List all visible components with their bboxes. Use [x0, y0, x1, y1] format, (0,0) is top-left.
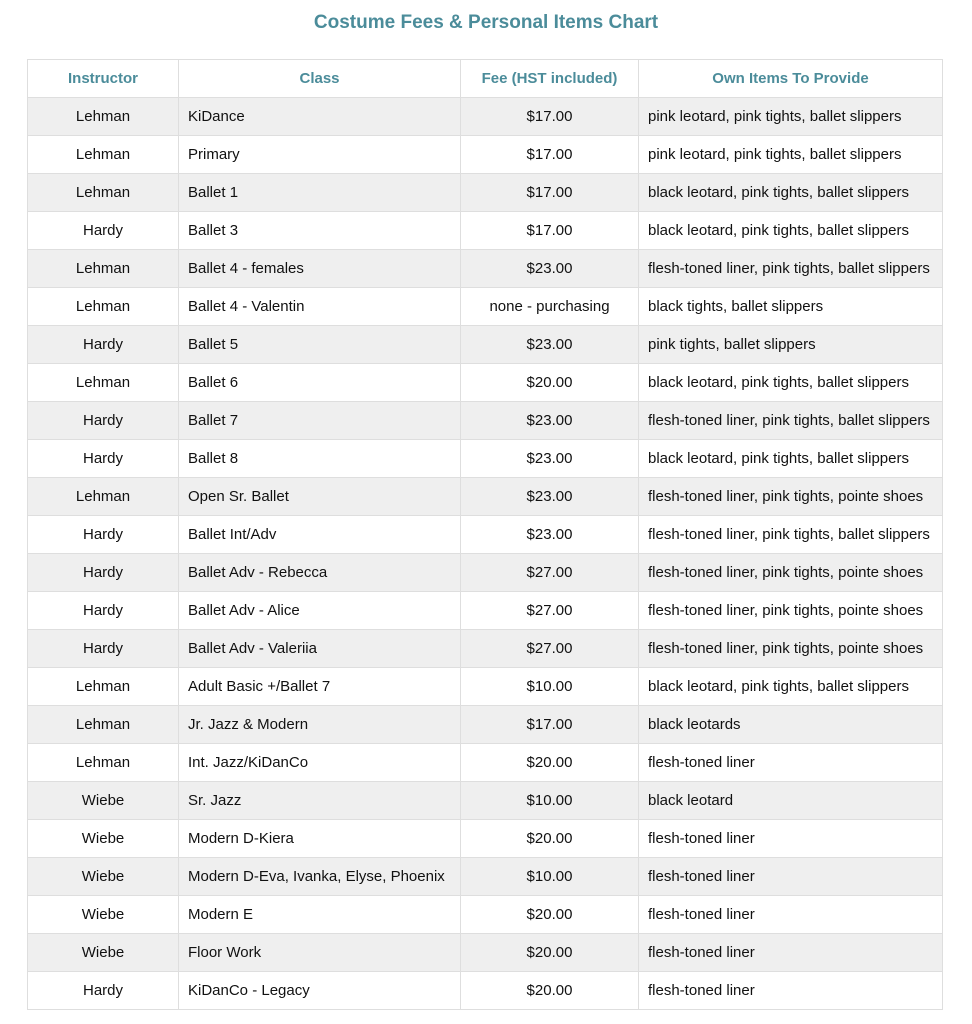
cell-items: pink leotard, pink tights, ballet slippers	[639, 136, 943, 174]
cell-items: flesh-toned liner	[639, 896, 943, 934]
cell-fee: $20.00	[461, 744, 639, 782]
cell-items: flesh-toned liner, pink tights, ballet slippers	[639, 516, 943, 554]
table-row	[28, 782, 943, 820]
cell-items: black leotard, pink tights, ballet slippers	[639, 668, 943, 706]
cell-fee: $23.00	[461, 250, 639, 288]
header-items: Own Items To Provide	[639, 60, 943, 98]
cell-items: flesh-toned liner, pink tights, pointe shoes	[639, 630, 943, 668]
cell-class: Modern E	[179, 896, 461, 934]
cell-items: flesh-toned liner, pink tights, ballet slippers	[639, 250, 943, 288]
cell-instructor: Wiebe	[28, 820, 179, 858]
cell-class: Open Sr. Ballet	[179, 478, 461, 516]
cell-fee: $17.00	[461, 212, 639, 250]
costume-fees-table	[27, 59, 943, 1010]
cell-instructor: Hardy	[28, 326, 179, 364]
table-row	[28, 250, 943, 288]
cell-instructor: Lehman	[28, 478, 179, 516]
header-class: Class	[179, 60, 461, 98]
cell-instructor: Wiebe	[28, 934, 179, 972]
cell-instructor: Hardy	[28, 630, 179, 668]
cell-fee: $23.00	[461, 440, 639, 478]
cell-items: flesh-toned liner	[639, 820, 943, 858]
cell-class: Jr. Jazz & Modern	[179, 706, 461, 744]
table-row	[28, 326, 943, 364]
cell-items: black leotard, pink tights, ballet slippers	[639, 174, 943, 212]
cell-fee: $23.00	[461, 478, 639, 516]
table-row	[28, 212, 943, 250]
table-header	[28, 60, 943, 98]
cell-class: Modern D-Kiera	[179, 820, 461, 858]
cell-instructor: Lehman	[28, 364, 179, 402]
cell-class: Ballet 7	[179, 402, 461, 440]
table-row	[28, 174, 943, 212]
cell-instructor: Hardy	[28, 516, 179, 554]
cell-instructor: Lehman	[28, 136, 179, 174]
cell-class: KiDance	[179, 98, 461, 136]
cell-fee: $17.00	[461, 706, 639, 744]
table-row	[28, 402, 943, 440]
cell-class: Modern D-Eva, Ivanka, Elyse, Phoenix	[179, 858, 461, 896]
cell-instructor: Lehman	[28, 668, 179, 706]
cell-instructor: Hardy	[28, 212, 179, 250]
cell-items: flesh-toned liner	[639, 972, 943, 1010]
table-row	[28, 98, 943, 136]
cell-items: flesh-toned liner, pink tights, pointe shoes	[639, 592, 943, 630]
cell-instructor: Hardy	[28, 554, 179, 592]
cell-items: flesh-toned liner, pink tights, ballet slippers	[639, 402, 943, 440]
table-row	[28, 554, 943, 592]
cell-instructor: Hardy	[28, 402, 179, 440]
cell-items: black leotard, pink tights, ballet slippers	[639, 440, 943, 478]
cell-class: Int. Jazz/KiDanCo	[179, 744, 461, 782]
cell-items: flesh-toned liner, pink tights, pointe shoes	[639, 478, 943, 516]
cell-items: flesh-toned liner	[639, 858, 943, 896]
table-row	[28, 516, 943, 554]
table-row	[28, 288, 943, 326]
cell-instructor: Wiebe	[28, 782, 179, 820]
cell-class: Sr. Jazz	[179, 782, 461, 820]
cell-class: Ballet Adv - Alice	[179, 592, 461, 630]
cell-instructor: Wiebe	[28, 896, 179, 934]
cell-items: black leotard	[639, 782, 943, 820]
cell-fee: $27.00	[461, 630, 639, 668]
table-row	[28, 820, 943, 858]
cell-items: flesh-toned liner	[639, 744, 943, 782]
cell-instructor: Lehman	[28, 744, 179, 782]
table-row	[28, 592, 943, 630]
cell-items: black tights, ballet slippers	[639, 288, 943, 326]
cell-fee: $20.00	[461, 896, 639, 934]
cell-fee: $17.00	[461, 174, 639, 212]
cell-instructor: Hardy	[28, 440, 179, 478]
cell-fee: $23.00	[461, 326, 639, 364]
table-row	[28, 440, 943, 478]
cell-fee: $10.00	[461, 858, 639, 896]
cell-class: Ballet 1	[179, 174, 461, 212]
cell-fee: $10.00	[461, 668, 639, 706]
cell-class: Ballet 4 - Valentin	[179, 288, 461, 326]
cell-fee: $20.00	[461, 364, 639, 402]
cell-class: Ballet Adv - Rebecca	[179, 554, 461, 592]
page-title: Costume Fees & Personal Items Chart	[313, 12, 659, 33]
table-row	[28, 972, 943, 1010]
cell-items: black leotard, pink tights, ballet slippers	[639, 364, 943, 402]
cell-fee: $10.00	[461, 782, 639, 820]
cell-class: KiDanCo - Legacy	[179, 972, 461, 1010]
table-row	[28, 706, 943, 744]
cell-class: Ballet 4 - females	[179, 250, 461, 288]
table-row	[28, 934, 943, 972]
cell-items: black leotard, pink tights, ballet slippers	[639, 212, 943, 250]
cell-instructor: Lehman	[28, 288, 179, 326]
cell-fee: $27.00	[461, 554, 639, 592]
cell-fee: $27.00	[461, 592, 639, 630]
header-instructor: Instructor	[28, 60, 179, 98]
cell-instructor: Hardy	[28, 972, 179, 1010]
cell-class: Ballet 5	[179, 326, 461, 364]
cell-instructor: Lehman	[28, 250, 179, 288]
cell-fee: $20.00	[461, 934, 639, 972]
header-row	[28, 60, 943, 98]
cell-fee: $17.00	[461, 136, 639, 174]
cell-fee: $17.00	[461, 98, 639, 136]
cell-items: pink tights, ballet slippers	[639, 326, 943, 364]
cell-fee: none - purchasing	[461, 288, 639, 326]
cell-items: flesh-toned liner, pink tights, pointe shoes	[639, 554, 943, 592]
table-row	[28, 630, 943, 668]
cell-class: Primary	[179, 136, 461, 174]
table-row	[28, 668, 943, 706]
table-row	[28, 896, 943, 934]
table-row	[28, 858, 943, 896]
cell-instructor: Lehman	[28, 706, 179, 744]
cell-fee: $20.00	[461, 972, 639, 1010]
table-row	[28, 136, 943, 174]
cell-fee: $20.00	[461, 820, 639, 858]
header-fee: Fee (HST included)	[461, 60, 639, 98]
table-row	[28, 744, 943, 782]
cell-fee: $23.00	[461, 516, 639, 554]
cell-items: black leotards	[639, 706, 943, 744]
cell-items: flesh-toned liner	[639, 934, 943, 972]
cell-class: Ballet 6	[179, 364, 461, 402]
cell-class: Ballet Int/Adv	[179, 516, 461, 554]
cell-fee: $23.00	[461, 402, 639, 440]
table-row	[28, 364, 943, 402]
cell-instructor: Hardy	[28, 592, 179, 630]
cell-class: Ballet Adv - Valeriia	[179, 630, 461, 668]
cell-class: Ballet 8	[179, 440, 461, 478]
cell-items: pink leotard, pink tights, ballet slippers	[639, 98, 943, 136]
cell-class: Ballet 3	[179, 212, 461, 250]
cell-class: Adult Basic +/Ballet 7	[179, 668, 461, 706]
table-row	[28, 478, 943, 516]
table-body	[28, 98, 943, 1010]
cell-instructor: Lehman	[28, 174, 179, 212]
cell-instructor: Wiebe	[28, 858, 179, 896]
cell-instructor: Lehman	[28, 98, 179, 136]
cell-class: Floor Work	[179, 934, 461, 972]
